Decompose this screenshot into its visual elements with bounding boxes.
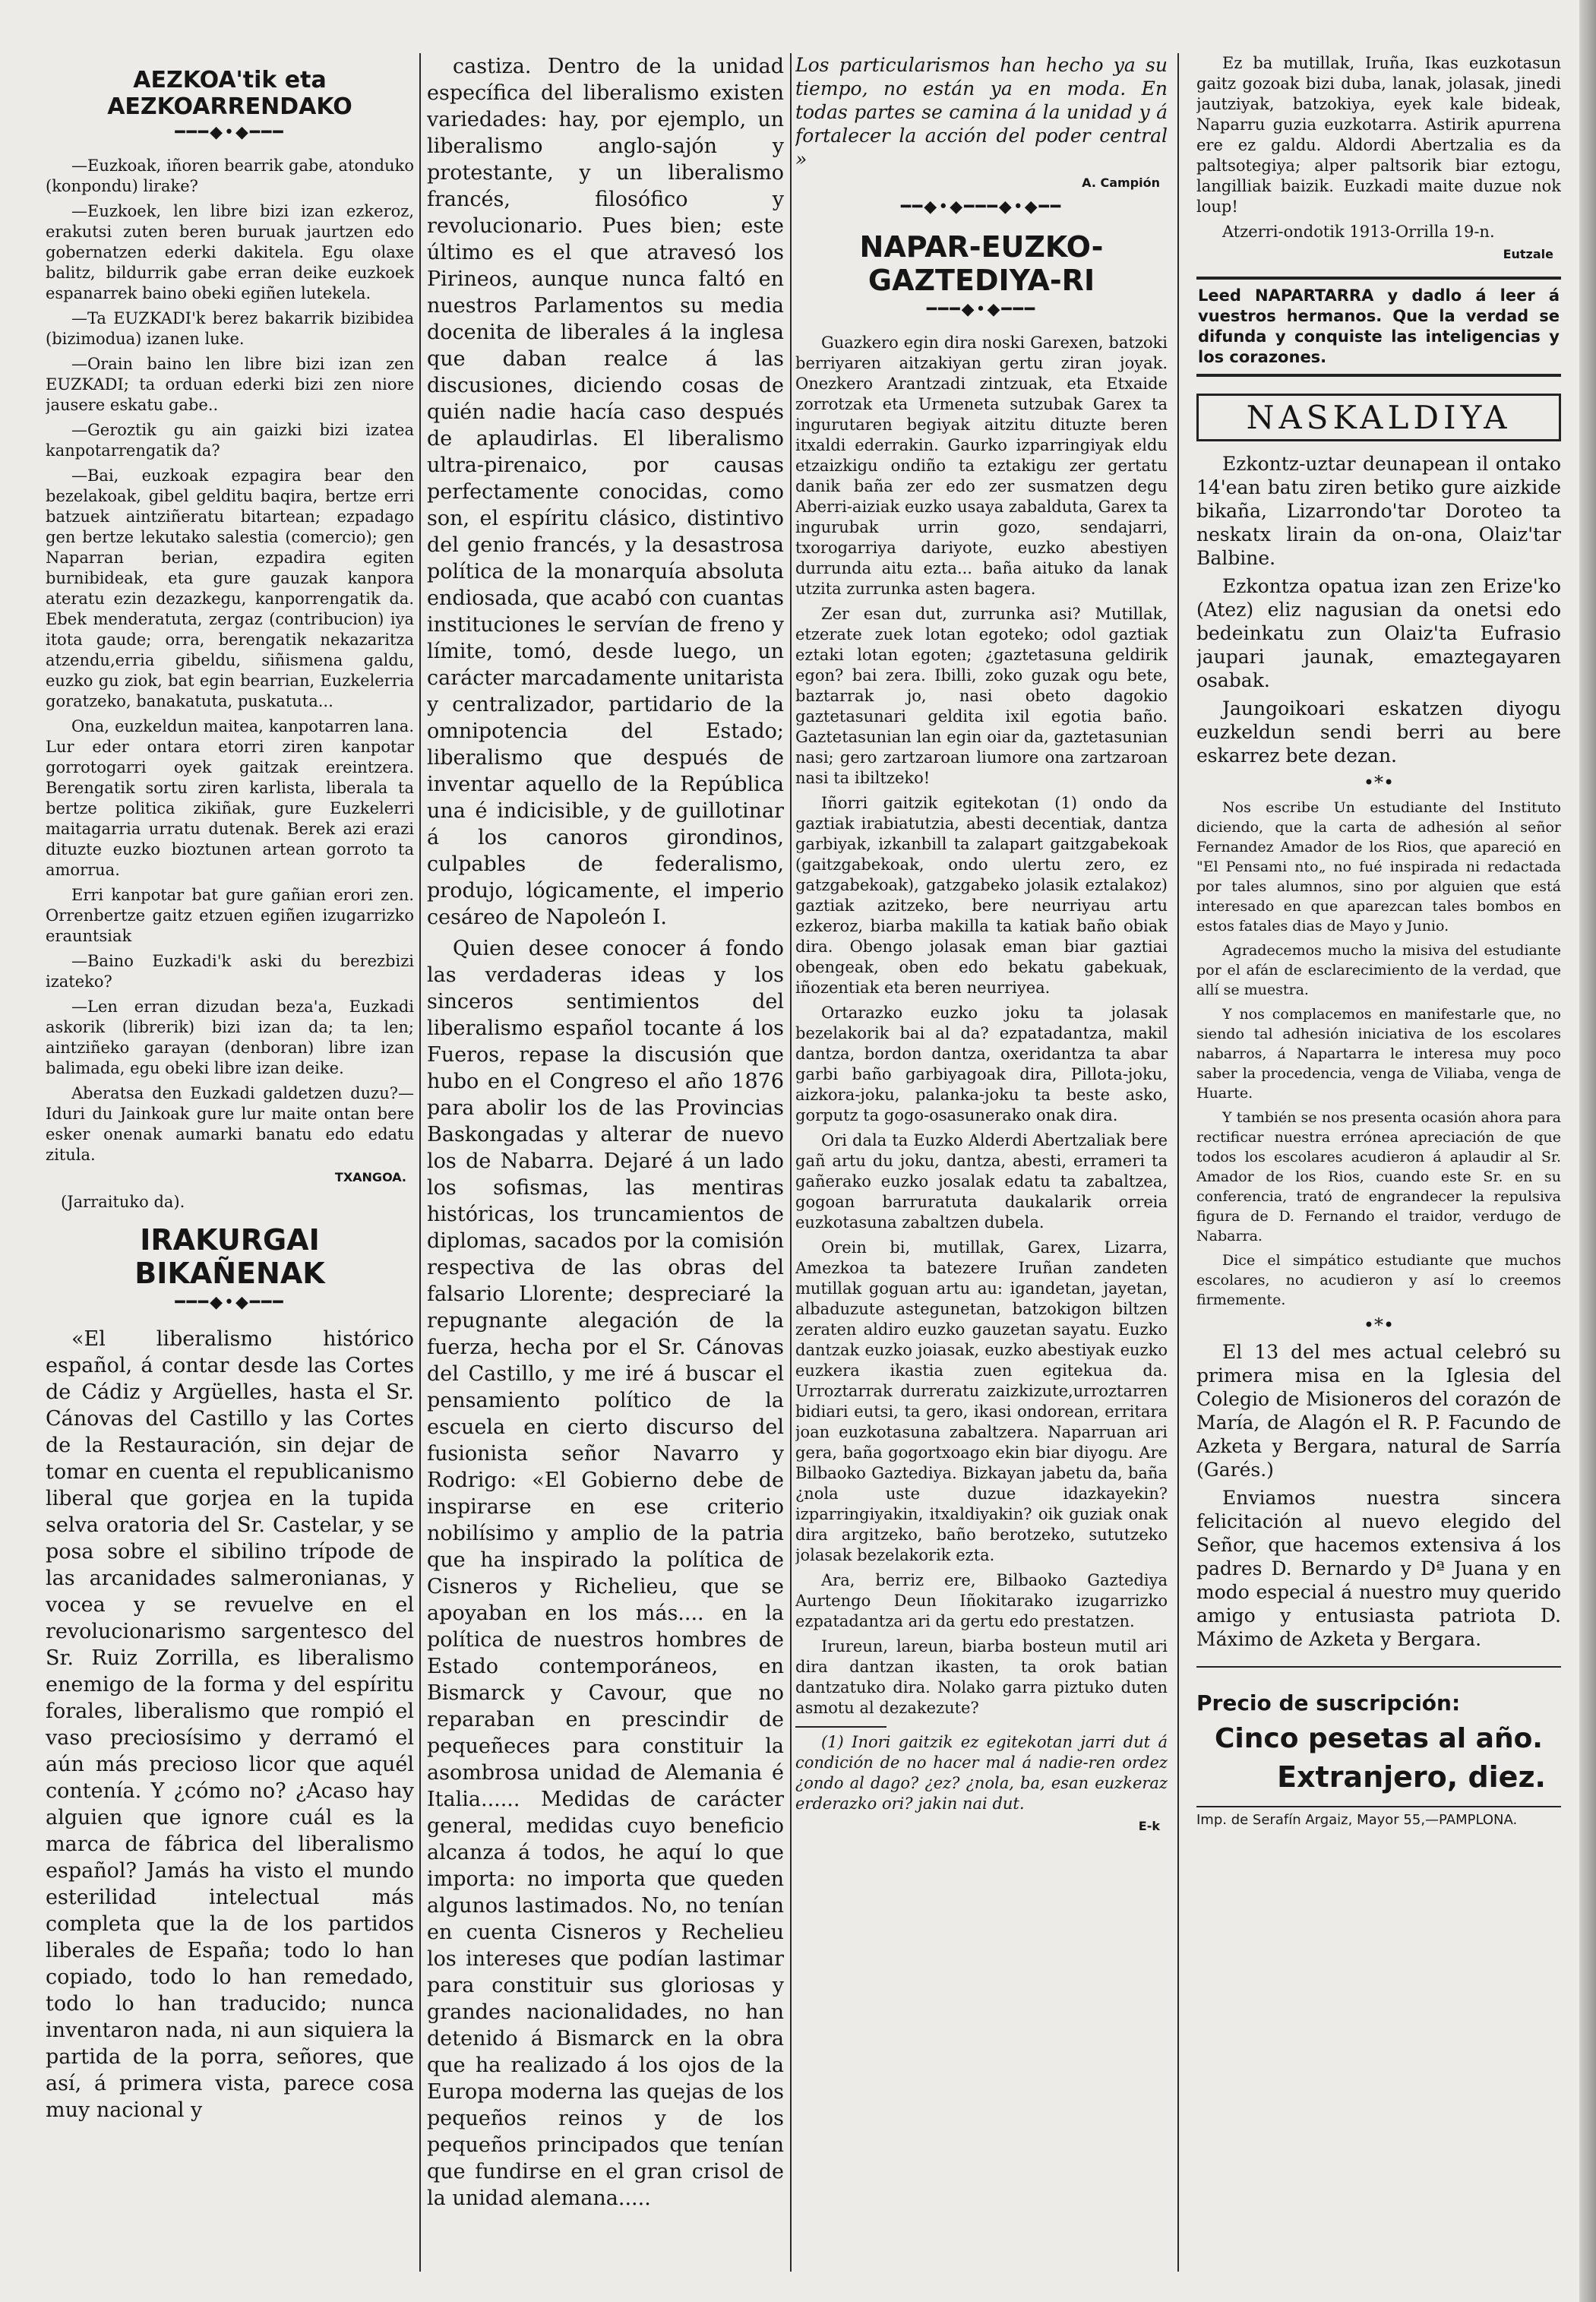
ornament-divider: ━━◆•◆━━━◆•◆━━	[900, 198, 1063, 217]
paragraph: castiza. Dentro de la unidad específica del liberalismo existen variedades: hay, por ejemplo, un liberalismo anglo-sajón y protestante, y un liberalismo francés, filosófico y revolucionario. Pues bien; este último es el que atravesó los Pirineos, aunque nunca faltó en nuestros Parlamentos su media docenita de liberales á la inglesa que daban realce á las discusiones, diciendo cosas de quién nadie hacía caso después de aplaudirlas. El liberalismo ultra-pirenaico, por causas perfectamente conocidas, como son, el espíritu clásico, distintivo del genio francés, y la desastrosa política de la monarquía absoluta endiosada, que acabó con cuantas instituciones le servían de freno y límite, tomó, desde luego, un carácter marcadamente unitarista y centralizador, partidario de la omnipotencia del Estado; liberalismo que después de inventar aquello de la República una é indicisible, y de guillotinar á los canoros girondinos, culpables de federalismo, produjo, lógicamente, el imperio cesáreo de Napoleón I.	[427, 55, 784, 929]
article-body-eutzale	[1196, 53, 1561, 217]
paragraph: —Euzkoak, iñoren bearrik gabe, atonduko (konpondu) lirake?	[46, 157, 414, 195]
paragraph: Irureun, lareun, biarba bosteun mutil ari dira dantzan ikasten, ta orok batian dantzatuko dira. Nolako garra piztuko duten asmotu al dezakezute?	[795, 1637, 1168, 1717]
paragraph: Ortarazko euzko joku ta jolasak bezelakorik bai al da? ezpatadantza, makil dantza, bordon dantza, oxeridantza ta abar garbi baño garbiyagoak dira, Pillota-joku, aizkora-joku, palanka-joku ta beste asko, gorputz ta gogo-osasunerako onak dira.	[795, 1004, 1168, 1124]
article-title-napar: NAPAR-EUZKO-GAZTEDIYA-RI	[859, 230, 1104, 297]
paragraph: Dice el simpático estudiante que muchos escolares, no acudieron y así lo creemos firmemente.	[1196, 1252, 1561, 1308]
paragraph: —Len erran dizudan beza'a, Euzkadi askorik (librerik) bizi izan da; ta len; aintziñeko garayan (denboran) libre izan balimada, egu obeki libre izan deike.	[46, 998, 414, 1077]
paragraph: El 13 del mes actual celebró su primera misa en la Iglesia del Colegio de Misioneros del corazón de María, de Alagón el R. P. Facundo de Azketa y Bergara, natural de Sarría (Garés.)	[1196, 1341, 1561, 1481]
ornament-stars: •*•	[1363, 772, 1395, 793]
paragraph: Ona, euzkeldun maitea, kanpotarren lana. Lur eder ontara etorri ziren kanpotar gorrotogarri oyek gaitzak ereintzera. Berengatik sortu ziren karlista, liberala ta bertze politica zikiñak, gure Euzkelerri maitagarria urratu dutenak. Berek azi erazi dituzte euzko bioztunen artean gorroto ta amorrua.	[46, 717, 414, 879]
article-body-napar	[795, 333, 1168, 1719]
price-line-foreign: Extranjero, diez.	[1277, 1760, 1546, 1794]
column-2	[427, 53, 784, 2272]
quote-text: Los particularismos han hecho ya su tiempo, no están ya en moda. En todas partes se camina á la unidad y á fortalecer la acción del poder central »	[795, 54, 1168, 170]
page-edge-shadow	[1579, 0, 1596, 2302]
article-body-irakurgai-cont	[427, 53, 784, 2212]
footnote: (1) Inori gaitzik ez egitekotan jarri dut á condición de no hacer mal á nadie-ren ordez ¿ondo al dago? ¿ez? ¿nola, ba, esan euzkeraz erderazko ori? jakin nai dut.	[795, 1733, 1168, 1813]
paragraph: —Orain baino len libre bizi izan zen EUZKADI; ta orduan ederki bizi zen niore jausere eskatu gabe..	[46, 355, 414, 414]
article-body-misa	[1196, 1340, 1561, 1651]
section-title-naskaldiya: NASKALDIYA	[1196, 394, 1561, 441]
price-title: Precio de suscripción:	[1196, 1690, 1461, 1715]
paragraph: Guazkero egin dira noski Garexen, batzoki berriyaren aitzakiyan gertu ziran joyak. Onezkero Arantzadi zintzuak, eta Etxaide zorrotzak eta Urmeneta sutzubak Garex ta ingurutaren begiyak aitzitu dituzte beren itxaldi ederrakin. Gaurko izparringiyak eldu etzaizkigu ondiño ta eztakigu zer gertatu danik baña zer edo zer susmatzen degu Aberri-aiziak euzko usaya zabalduta, Garex ta ingurubak urrin gozo, sendajarri, txorogarriya dariyote, euzko abestiyen durrunda aitu ezta... baña aituko da lanak utzita zurrunka asten bagera.	[795, 334, 1168, 598]
paragraph: —Baino Euzkadi'k aski du berezbizi izateko?	[46, 952, 414, 991]
paragraph: Quien desee conocer á fondo las verdaderas ideas y los sinceros sentimientos del liberalismo español tocante á los Fueros, repase la discusión que hubo en el Congreso el año 1876 para abolir los de las Provincias Baskongadas y alterar de nuevo los de Nabarra. Dejaré á un lado los sofismas, las mentiras históricas, los truncamientos de diplomas, sacados por la comisión respectiva de las obras del falsario Llorente; despreciaré la repugnante alegación de la fuerza, hecha por el Sr. Cánovas del Castillo, y me iré á buscar el pensamiento político de la escuela en cierto discurso del fusionista señor Navarro y Rodrigo: «El Gobierno debe de inspirarse en ese criterio nobilísimo y amplio de la patria que ha inspirado la política de Cisneros y Richelieu, que se apoyaban en los más.... en la política de nuestros hombres de Estado contemporáneos, en Bismarck y Cavour, que no reparaban en prescindir de pequeñeces para constituir la asombrosa unidad de Alemania é Italia...... Medidas de carácter general, medidas cuyo beneficio alcanza á todos, he aquí lo que importa: no importa que queden algunos lastimados. No, no tenían en cuenta Cisneros y Rechelieu los intereses que podían lastimar para constituir sus gloriosas y grandes nacionalidades, no han detenido á Bismarck en la obra que ha realizado á los ojos de la Europa moderna las quejas de los pequeños reinos y de los pequeños principados que tenían que fundirse en el gran crisol de la unidad alemana.....	[427, 937, 784, 2210]
ornament-divider: ━━━◆•◆━━━	[175, 123, 285, 142]
paragraph: Orein bi, mutillak, Garex, Lizarra, Amezkoa ta batezere Iruñan zandeten mutillak goguan artu au: igandetan, jayetan, albaduzute astegunetan, batzokigon biltzen zeraten aldiro euzko gauzetan sayatu. Euzko dantzak euzko joiasak, euzko abestiyak euzko euzkera ikastia zuen egitekua da. Urroztarrak durreratu zaizkizute,urroztarren bidiari eutsi, ta gero, ikasi ondorean, erritara joan euzkotasuna zabaltzera. Naparruan ari gera, baña gogortxoago ekin biar diyogu. Are Bilbaoko Gaztediya. Bizkayan jabetu da, baña ¿nola uste duzue idazkayekin? izparringiyakin, itxaldiyakin? oik guziak onak dira argitzeko, baño berotzeko, sututzeko jolasak bezelakorik ezta.	[795, 1238, 1168, 1564]
ornament-divider: ━━━◆•◆━━━	[175, 1293, 285, 1312]
article-body-naskaldiya	[1196, 452, 1561, 767]
paragraph: Zer esan dut, zurrunka asi? Mutillak, etzerate zuek lotan egoteko; odol gaztiak eztaki lotan egoten; ¿gaztetasuna geldirik egon? bai zera. Ibilli, zoko guzak ogu bete, baztarrak jo, nasi obeto dagokio gaztetasunari geldita ixil egotia baño. Gaztetasunian lan egin oiar da, gaztetasunian nasi; gero zartzaroan liumore ona zartzaroan nasi ta ibiltzeko!	[795, 605, 1168, 787]
price-rule	[1196, 1666, 1561, 1668]
signature-ek: E-k	[1138, 1819, 1160, 1833]
paragraph: Aberatsa den Euzkadi galdetzen duzu?—Iduri du Jainkoak gure lur maite ontan bere esker onenak aumarki banatu edo edatu zitula.	[46, 1084, 414, 1164]
article-title-aezkoa: AEZKOA'tik eta AEZKOARRENDAKO	[107, 67, 352, 120]
signature-campion: A. Campión	[1082, 175, 1160, 190]
article-body-irakurgai	[46, 1326, 414, 2123]
column-3	[795, 53, 1168, 2272]
continued-note: (Jarraituko da).	[61, 1193, 185, 1211]
paragraph: Nos escribe Un estudiante del Instituto diciendo, que la carta de adhesión al señor Fernandez Amador de los Rios, que apareció en "El Pensami nto„ no fué inspirada ni redactada por tales alumnos, sino por alguien que está interesado en que aparezcan tales bombos en estos fatales dias de Mayo y Junio.	[1196, 799, 1561, 934]
footnote-rule	[795, 1726, 886, 1728]
article-title-irakurgai: IRAKURGAI BIKAÑENAK	[134, 1223, 325, 1290]
column-rule	[1177, 53, 1179, 2272]
paragraph: «El liberalismo histórico español, á contar desde las Cortes de Cádiz y Argüelles, hasta el Sr. Cánovas del Castillo y las Cortes de la Restauración, sin dejar de tomar en cuenta el republicanismo liberal que gorjea en la tupida selva oratoria del Sr. Castelar, y se posa sobre el sibilino trípode de las arcanidades salmeronianas, y vocea y se revuelve en el revolucionarismo sargentesco del Sr. Ruiz Zorrilla, es liberalismo enemigo de la forma y del espíritu forales, liberalismo que rompió el vaso preciosísimo y derramó el aún más precioso licor que aquél contenía. Y ¿cómo no? ¿Acaso hay alguien que ignore cuál es la marca de fábrica del liberalismo español? Jamás ha visto el mundo esterilidad intelectual más completa que la de los partidos liberales de España; todo lo han copiado, todo lo han remedado, todo lo han traducido; nunca inventaron nada, ni aun siquiera la partida de la porra, señores, que así, á primera vista, parece cosa muy nacional y	[46, 1327, 414, 2122]
paragraph: Iñorri gaitzik egitekotan (1) ondo da gaztiak irabiatutzia, abesti decentiak, dantza garbiyak, izkanbill ta zalapart gaitzgabekoak (gaitzgabekoak, ondo ulertu zero, ez gatzgabekoak), gatzgabeko jolasik eztalakoz) gaztiak azitzeko, bere neurriyau artu ezkeroz, biarba makilla ta katiak baño obiak dira. Obengo jolasak eman biar gaztiai obengeak, oben edo bekatu gabekuak, iñozentiak eta beren neurriyea.	[795, 794, 1168, 997]
article-date: Atzerri-ondotik 1913-Orrilla 19-n.	[1222, 223, 1495, 241]
paragraph: —Bai, euzkoak ezpagira bear den bezelakoak, gibel gelditu baqira, bertze erri batzuek aintziñeratu bitartean; ezpadago gen bertze lekutako salestia (comercio); gen Naparran berian, ezpadira egiten burnibideak, eta gure gauzak kanpora ateratu ezin dezazkegu, kanporrengatik da. Ebek menderatuta, zergaz (contribucion) iya itota gaude; orra, berengatik nekazaritza atzendu,erria gibeldu, siñismena galdu, euzko gu ziok, bat egin bearrian, Euzkelerria goratzeko, banakatuta, puskatuta...	[46, 466, 414, 710]
paragraph: Enviamos nuestra sincera felicitación al nuevo elegido del Señor, que hacemos extensiva á los padres D. Bernardo y Dª Juana y en modo especial á nuestro muy querido amigo y entusiasta patriota D. Máximo de Azketa y Bergara.	[1196, 1487, 1561, 1650]
paragraph: Y también se nos presenta ocasión ahora para rectificar nuestra errónea apreciación de que todos los escolares acudieron á aplaudir al Sr. Amador de los Rios, cuando este Sr. en su conferencia, trató de engrandecer la repulsiva figura de D. Fernando el traidor, verdugo de Nabarra.	[1196, 1109, 1561, 1244]
column-rule	[790, 53, 792, 2272]
paragraph: Erri kanpotar bat gure gañian erori zen. Orrenbertze gaitz etzuen egiñen izugarrizko erauntsiak	[46, 886, 414, 945]
signature-eutzale: Eutzale	[1503, 247, 1553, 261]
price-line-domestic: Cinco pesetas al año.	[1215, 1723, 1543, 1754]
paragraph: Ara, berriz ere, Bilbaoko Gaztediya Aurtengo Deun Iñokitarako izugarrizko ezpatadantza ari da gertu edo prestatzen.	[795, 1571, 1168, 1630]
column-1	[46, 53, 414, 2272]
column-4	[1196, 53, 1561, 2272]
paragraph: —Geroztik gu ain gaizki bizi izatea kanpotarrengatik da?	[46, 421, 414, 460]
article-body-estudiante	[1196, 798, 1561, 1310]
paragraph: Y nos complacemos en manifestarle que, no siendo tal adhesión iniciativa de los escolares nabarros, á Napartarra le interesa muy poco saber la procedencia, venga de Viliaba, venga de Huarte.	[1196, 1006, 1561, 1102]
signature-txangoa: TXANGOA.	[334, 1170, 406, 1184]
paragraph: —Euzkoek, len libre bizi izan ezkeroz, erakutsi zuten beren buruak jaurtzen edo gobernatzen ederki dakitela. Egu olaxe balitz, bildurrik gabe erran deike euzkoek espanarrek baino obeki egiñen lutekela.	[46, 202, 414, 302]
paragraph: Ez ba mutillak, Iruña, Ikas euzkotasun gaitz gozoak bizi duba, lanak, jolasak, jinedi jautziyak, batzokiya, eyek kale bideak, Naparru guzia euzkotarra. Astirik apurrena ere ez galdu. Aldordi Abertzalia es da paltsotegiya; alper paltsorik biar eztogu, langilliak baizik. Euzkadi maite duzue nok loup!	[1196, 54, 1561, 216]
imprint: Imp. de Serafín Argaiz, Mayor 55,—PAMPLONA.	[1196, 1806, 1561, 1828]
ornament-divider: ━━━◆•◆━━━	[926, 300, 1037, 319]
paragraph: Jaungoikoari eskatzen diyogu euzkeldun sendi berri au bere eskarrez bete dezan.	[1196, 697, 1561, 767]
paragraph: Ezkontza opatua izan zen Erize'ko (Atez) eliz nagusian da onetsi edo bedeinkatu zun Olaiz'ta Eufrasio jaupari jaunak, emaztegayaren osabak.	[1196, 575, 1561, 691]
paragraph: Ori dala ta Euzko Alderdi Abertzaliak bere gañ artu du joku, dantza, abesti, errameri ta gañerako euzko josalak edatu ta zabaltzea, gogoan barruratuta daukalarik orreia euzkotasuna zabaltzen dubela.	[795, 1131, 1168, 1232]
ornament-stars: •*•	[1363, 1314, 1395, 1336]
article-body-aezkoa	[46, 156, 414, 1165]
column-rule	[419, 53, 421, 2272]
paragraph: Ezkontz-uztar deunapean il ontako 14'ean batu ziren betiko gure aizkide bikaña, Lizarrondo'tar Doroteo ta neskatx lirain da on-ona, Olaiz'tar Balbine.	[1196, 453, 1561, 569]
paragraph: —Ta EUZKADI'k berez bakarrik bizibidea (bizimodua) izanen luke.	[46, 309, 414, 348]
paragraph: Agradecemos mucho la misiva del estudiante por el afán de esclarecimiento de la verdad, que allí se muestra.	[1196, 942, 1561, 998]
notice-box: Leed NAPARTARRA y dadlo á leer á vuestros hermanos. Que la verdad se difunda y conquiste las inteligencias y los corazones.	[1196, 277, 1561, 377]
